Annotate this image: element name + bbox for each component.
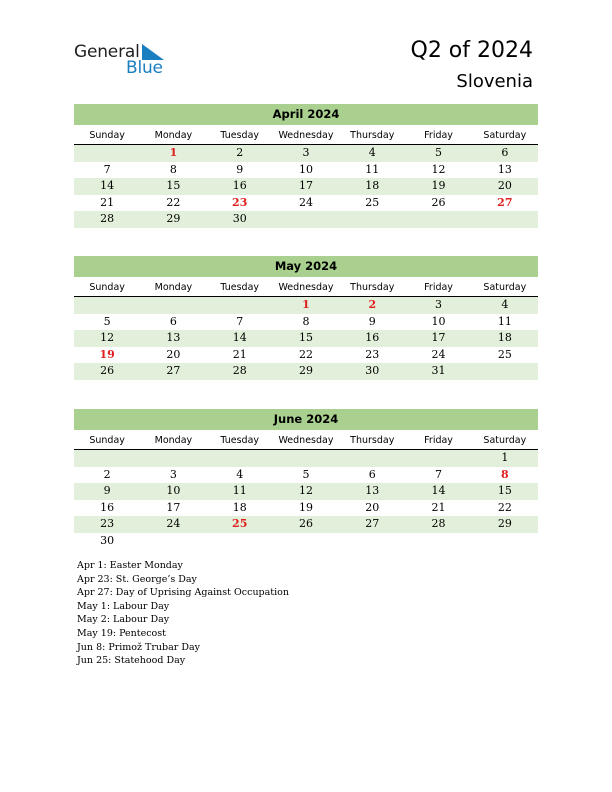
holiday-note: Jun 8: Primož Trubar Day (77, 641, 201, 653)
weekday-label: Tuesday (220, 435, 260, 446)
day-cell (405, 450, 471, 467)
day-cell: 14 (431, 484, 446, 497)
day-cell (74, 450, 140, 467)
day-cell: 7 (236, 314, 244, 328)
day-cell: 15 (497, 484, 512, 497)
logo-text-blue: Blue (126, 58, 163, 78)
day-cell: 16 (100, 500, 115, 514)
day-cell: 31 (431, 364, 446, 377)
day-cell: 9 (103, 484, 111, 497)
day-cell: 1 (501, 451, 509, 464)
day-cell: 27 (166, 364, 181, 377)
logo-text-general: General (74, 42, 140, 62)
weekday-label: Monday (154, 435, 193, 446)
day-cell (339, 450, 405, 467)
weekday-label: Wednesday (278, 130, 334, 141)
country-name: Slovenia (456, 71, 533, 92)
day-cell: 13 (497, 162, 512, 176)
day-cell: 1 (302, 298, 310, 311)
day-cell (74, 297, 140, 314)
day-cell: 29 (298, 364, 313, 377)
day-cell: 7 (103, 162, 111, 176)
holiday-note: May 1: Labour Day (77, 600, 170, 612)
day-cell: 5 (103, 314, 111, 328)
weekday-label: Monday (154, 282, 193, 293)
week-row (74, 297, 538, 314)
day-cell (405, 211, 471, 228)
day-cell: 4 (236, 467, 244, 481)
day-cell: 9 (236, 162, 244, 176)
week-row (74, 483, 538, 500)
day-cell: 24 (431, 347, 446, 361)
day-cell: 12 (100, 331, 115, 344)
day-cell: 11 (365, 162, 380, 176)
week-row (74, 467, 538, 484)
day-cell (207, 533, 273, 550)
day-cell: 17 (298, 179, 313, 192)
week-row (74, 363, 538, 380)
day-cell: 13 (365, 484, 380, 497)
day-cell (207, 297, 273, 314)
week-row (74, 500, 538, 517)
holiday-note: Apr 23: St. George’s Day (77, 573, 197, 585)
day-cell: 3 (435, 298, 443, 311)
weekday-label: Saturday (483, 435, 527, 446)
holiday-note: May 19: Pentecost (77, 627, 166, 639)
day-cell: 30 (365, 364, 380, 377)
weekday-label: Sunday (89, 435, 125, 446)
holiday-note: Jun 25: Statehood Day (77, 655, 186, 667)
day-cell (140, 450, 206, 467)
weekday-label: Wednesday (278, 282, 334, 293)
day-cell: 27 (365, 517, 380, 530)
day-cell (472, 363, 538, 380)
day-cell: 18 (497, 331, 512, 344)
weekday-label: Saturday (483, 130, 527, 141)
day-cell: 13 (166, 331, 181, 344)
day-cell: 9 (368, 314, 376, 328)
week-row (74, 211, 538, 228)
day-cell (273, 533, 339, 550)
day-cell (207, 450, 273, 467)
day-cell: 27 (497, 195, 513, 209)
day-cell: 22 (497, 500, 512, 514)
page-title: Q2 of 2024 (410, 38, 533, 63)
day-cell: 19 (431, 179, 446, 192)
day-cell: 16 (365, 331, 380, 344)
day-cell: 15 (166, 179, 181, 192)
day-cell: 23 (100, 517, 115, 530)
day-cell: 2 (368, 298, 377, 311)
day-cell: 25 (232, 517, 248, 530)
day-cell (472, 533, 538, 550)
day-cell (273, 211, 339, 228)
month-header: May 2024 (74, 256, 538, 277)
month-header: June 2024 (74, 409, 538, 430)
day-cell: 20 (166, 347, 181, 361)
day-cell: 22 (166, 195, 181, 209)
weekday-label: Saturday (483, 282, 527, 293)
day-cell: 8 (302, 314, 310, 328)
day-cell: 10 (431, 314, 446, 328)
day-cell: 17 (431, 331, 446, 344)
week-row (74, 347, 538, 364)
day-cell: 19 (298, 500, 313, 514)
day-cell: 30 (232, 212, 247, 225)
day-cell (273, 450, 339, 467)
day-cell: 6 (368, 467, 376, 481)
day-cell: 16 (232, 179, 247, 192)
week-row (74, 145, 538, 162)
week-row (74, 516, 538, 533)
day-cell: 2 (236, 146, 244, 159)
day-cell: 25 (497, 347, 512, 361)
day-cell: 3 (302, 146, 310, 159)
day-cell: 14 (232, 331, 247, 344)
weekday-label: Thursday (350, 435, 395, 446)
day-cell: 5 (302, 467, 310, 481)
day-cell: 23 (365, 347, 380, 361)
day-cell: 23 (232, 195, 248, 209)
week-row (74, 195, 538, 212)
week-row (74, 178, 538, 195)
day-cell (74, 145, 140, 162)
day-cell (140, 533, 206, 550)
weekday-label: Wednesday (278, 435, 334, 446)
day-cell: 14 (100, 179, 115, 192)
month-calendar (74, 409, 538, 549)
weekday-label: Friday (424, 130, 453, 141)
day-cell: 26 (100, 364, 115, 377)
weekday-label: Friday (424, 282, 453, 293)
holiday-list (77, 559, 289, 668)
day-cell: 28 (232, 364, 247, 377)
day-cell: 15 (298, 331, 313, 344)
day-cell: 24 (166, 517, 181, 530)
day-cell: 19 (99, 347, 115, 361)
holiday-note: Apr 1: Easter Monday (77, 560, 183, 571)
logo (74, 42, 174, 78)
day-cell: 11 (497, 314, 512, 328)
month-header: April 2024 (74, 104, 538, 125)
day-cell (339, 533, 405, 550)
day-cell: 6 (169, 314, 177, 328)
day-cell: 21 (431, 500, 446, 514)
day-cell: 26 (431, 195, 446, 209)
weekday-label: Sunday (89, 282, 125, 293)
weekday-label: Sunday (89, 130, 125, 141)
day-cell: 25 (365, 195, 380, 209)
weekday-label: Monday (154, 130, 193, 141)
day-cell: 26 (298, 517, 313, 530)
day-cell: 11 (232, 484, 247, 497)
day-cell: 1 (169, 146, 178, 159)
weekday-label: Friday (424, 435, 453, 446)
day-cell: 18 (365, 179, 380, 192)
day-cell: 30 (100, 533, 115, 547)
day-cell: 20 (365, 500, 380, 514)
day-cell: 10 (166, 484, 181, 497)
month-calendar (74, 256, 538, 380)
day-cell: 5 (435, 146, 443, 159)
day-cell: 29 (497, 517, 512, 530)
weekday-label: Thursday (350, 282, 395, 293)
week-row (74, 162, 538, 179)
day-cell: 12 (298, 484, 313, 497)
week-row (74, 533, 538, 550)
day-cell: 3 (169, 467, 177, 481)
weekday-label: Thursday (350, 130, 395, 141)
week-row (74, 450, 538, 467)
day-cell (405, 533, 471, 550)
day-cell: 10 (298, 162, 313, 176)
month-calendar (74, 104, 538, 228)
day-cell: 6 (501, 146, 509, 159)
day-cell: 22 (298, 347, 313, 361)
day-cell: 21 (232, 347, 247, 361)
day-cell (472, 211, 538, 228)
week-row (74, 314, 538, 331)
day-cell (339, 211, 405, 228)
weekday-label: Tuesday (220, 130, 260, 141)
day-cell: 4 (368, 146, 376, 159)
weekday-header-row (74, 433, 538, 450)
day-cell: 8 (501, 467, 509, 481)
day-cell: 20 (497, 179, 512, 192)
day-cell (140, 297, 206, 314)
holiday-note: Apr 27: Day of Uprising Against Occupation (77, 587, 289, 599)
day-cell: 28 (100, 212, 115, 225)
day-cell: 4 (501, 298, 509, 311)
week-row (74, 330, 538, 347)
day-cell: 24 (298, 195, 313, 209)
day-cell: 17 (166, 500, 181, 514)
day-cell: 28 (431, 517, 446, 530)
holiday-note: May 2: Labour Day (77, 614, 170, 626)
day-cell: 8 (169, 162, 177, 176)
weekday-label: Tuesday (220, 282, 260, 293)
day-cell: 7 (435, 467, 443, 481)
day-cell: 29 (166, 212, 181, 225)
day-cell: 12 (431, 162, 446, 176)
day-cell: 21 (100, 195, 115, 209)
day-cell: 2 (103, 467, 111, 481)
day-cell: 18 (232, 500, 247, 514)
weekday-header-row (74, 128, 538, 145)
weekday-header-row (74, 280, 538, 297)
